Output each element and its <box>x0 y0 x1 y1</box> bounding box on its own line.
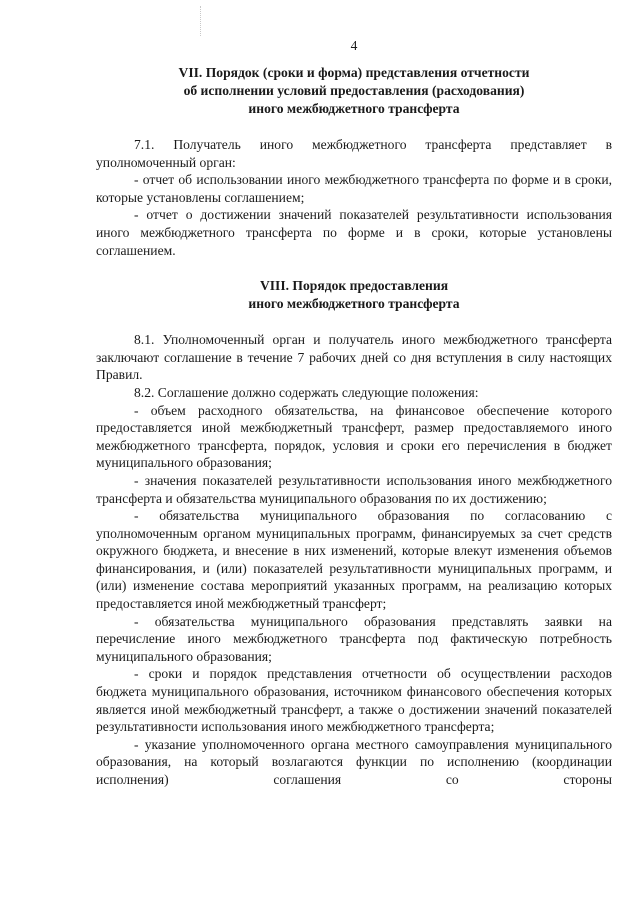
paragraph-7-1: 7.1. Получатель иного межбюджетного трансферта представляет в уполномоченный орган: <box>96 137 612 170</box>
section-7-heading-line: об исполнении условий предоставления (расходования) <box>183 83 525 98</box>
paragraph-8-1: 8.1. Уполномоченный орган и получатель иного межбюджетного трансферта заключают соглашение в течение 7 рабочих дней со дня вступления в силу настоящих Правил. <box>96 332 612 383</box>
list-item-indicator-values: - значения показателей результативности использования иного межбюджетного трансферта и обязательства муниципального образования по их достижению; <box>96 472 612 506</box>
document-body <box>96 64 612 789</box>
list-item-reporting-terms: - сроки и порядок представления отчетности об осуществлении расходов бюджета муниципального образования, источником финансового обеспечения которых является иной межбюджетный трансферт, а также о достижении значений показателей результативности использования иного межбюджетного трансферта; <box>96 666 612 735</box>
list-item-results-report: - отчет о достижении значений показателей результативности использования иного межбюджетного трансферта по форме и в сроки, которые установлены соглашением. <box>96 207 612 258</box>
section-7-heading-line: иного межбюджетного трансферта <box>248 101 460 116</box>
section-7-heading-line: VII. Порядок (сроки и форма) представления отчетности <box>178 65 530 80</box>
section-8-heading <box>96 277 612 313</box>
list-item-authorized-body: - указание уполномоченного органа местного самоуправления муниципального образования, на который возлагаются функции по исполнению (координации исполнения) соглашения со стороны <box>96 736 612 787</box>
paragraph-8-2: 8.2. Соглашение должно содержать следующие положения: <box>134 384 479 400</box>
list-item-program-coordination: - обязательства муниципального образования по согласованию с уполномоченным органом муниципальных программ, финансируемых за счет средств окружного бюджета, и внесение в них изменений, которые влекут изменения объемов финансирования, и (или) показателей результативности муниципальных программ, и (или) изменение состава мероприятий указанных программ, на реализацию которых предоставляется иной межбюджетный трансферт; <box>96 508 612 612</box>
scan-artifact-marks <box>200 6 209 36</box>
list-item-usage-report: - отчет об использовании иного межбюджетного трансферта по форме и в сроки, которые установлены соглашением; <box>96 172 612 205</box>
list-item-transfer-requests: - обязательства муниципального образования представлять заявки на перечисление иного межбюджетного трансферта под фактическую потребность муниципального образования; <box>96 613 612 664</box>
section-8-heading-line: иного межбюджетного трансферта <box>248 296 460 312</box>
section-8-heading-line: VIII. Порядок предоставления <box>259 278 449 294</box>
section-7-heading <box>96 64 612 118</box>
list-item-obligation-volume: - объем расходного обязательства, на финансовое обеспечение которого предоставляется иной межбюджетный трансферт, размер предоставляемого иного межбюджетного трансферта, порядок, условия и сроки его перечисления в бюджет муниципального образования; <box>96 402 612 471</box>
page-number: 4 <box>350 38 358 53</box>
